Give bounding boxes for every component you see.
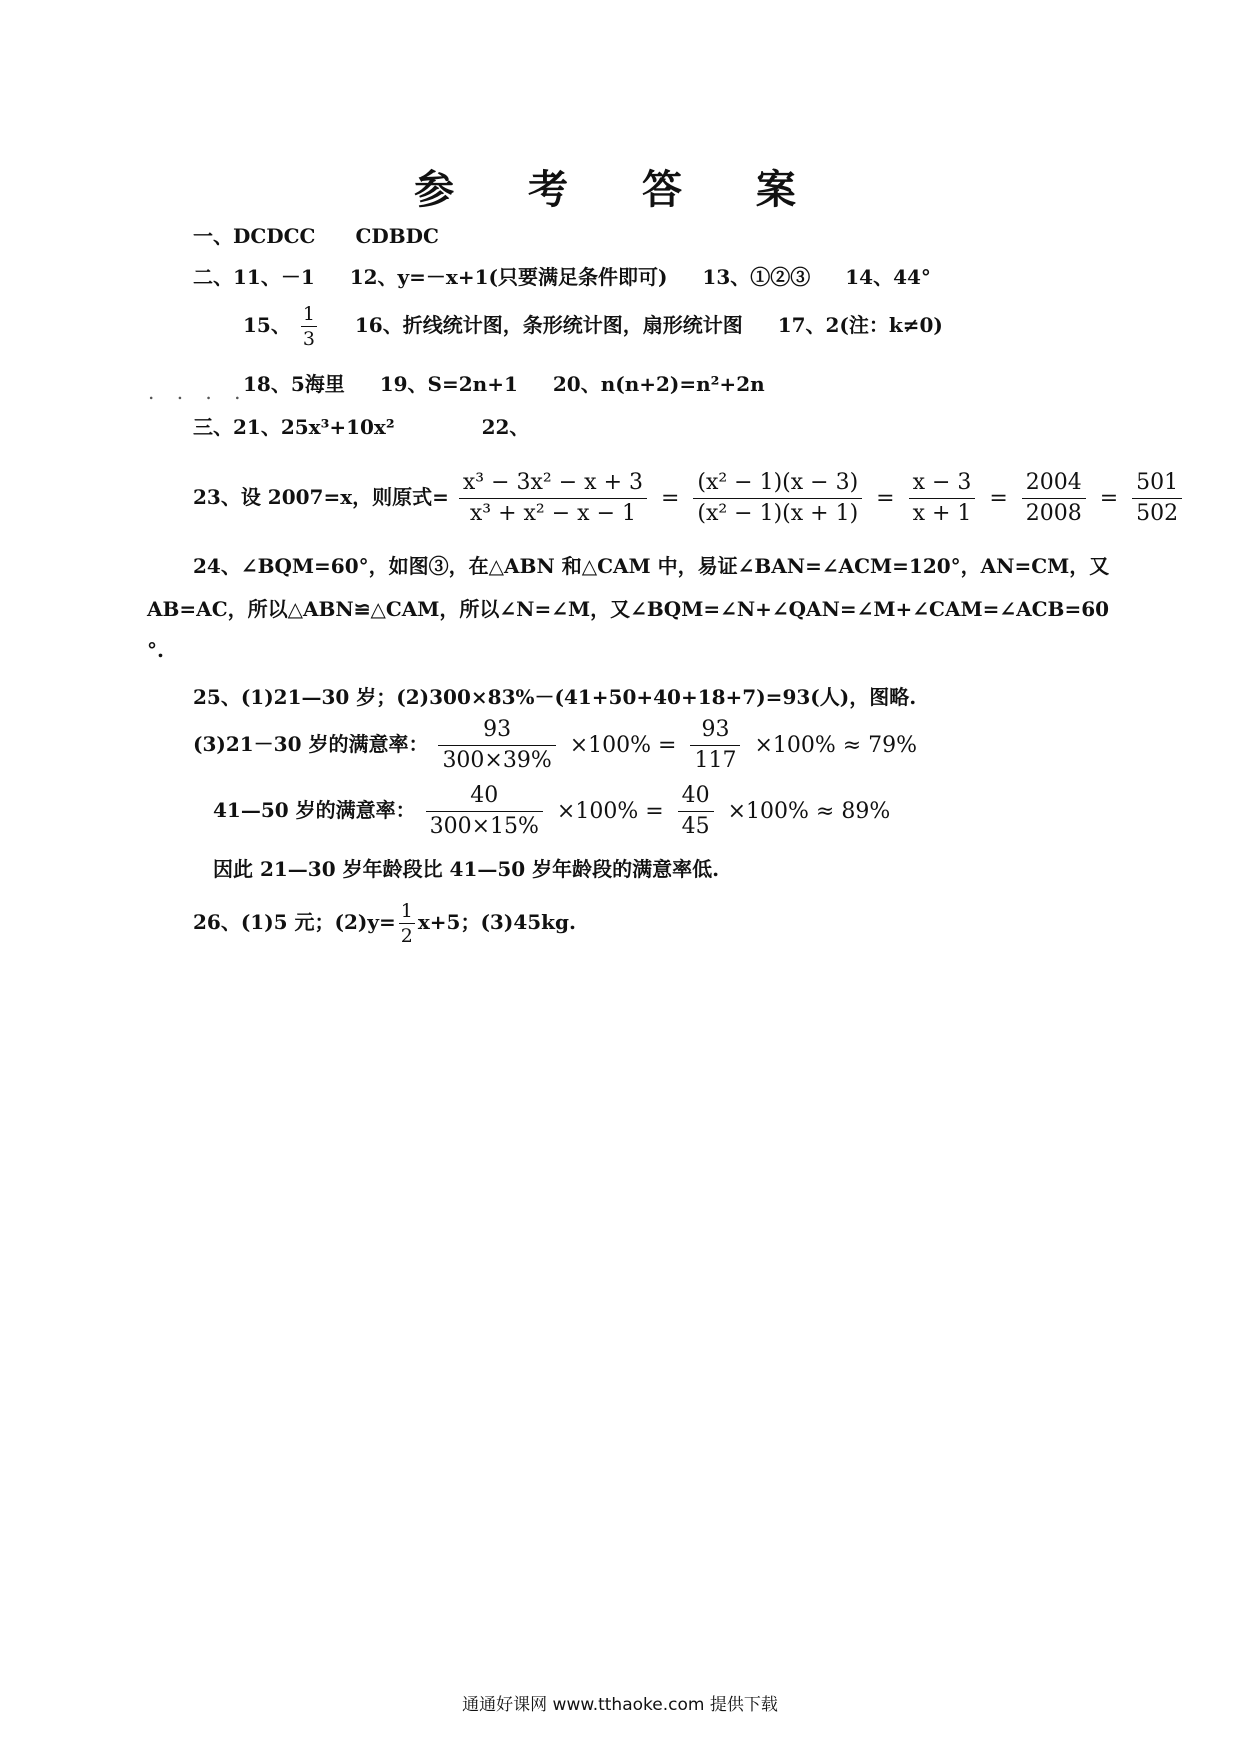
answer-24-line-1: 24、∠BQM=60°，如图③，在△ABN 和△CAM 中，易证∠BAN=∠ACM=120°，AN=CM，又: [193, 554, 1110, 578]
section-2-line-2: [243, 302, 943, 351]
answer-20: 20、n(n+2)=n²+2n: [552, 372, 765, 396]
section-1-answers: 一、DCDCC CDBDC: [193, 224, 439, 248]
answer-12: 12、y=－x+1(只要满足条件即可): [349, 265, 668, 289]
answer-15-label: 15、: [243, 313, 291, 337]
answer-19: 19、S=2n+1: [379, 372, 518, 396]
q23-fraction-4: $\frac{2004}{2008}$: [1022, 468, 1086, 529]
q25-fraction-2: $\frac{93}{117}$: [690, 715, 740, 776]
q23-fraction-2: $\frac{\text{(x² − 1)(x − 3)}}{\text{(x² − 1)(x + 1)}}$: [693, 468, 862, 529]
answer-16: 16、折线统计图，条形统计图，扇形统计图: [354, 313, 743, 337]
q26-fraction: $\frac{1}{2}$: [400, 900, 413, 947]
answer-11: 二、11、－1: [193, 265, 315, 289]
q23-fraction-5: $\frac{501}{502}$: [1132, 468, 1182, 529]
answer-13: 13、①②③: [702, 265, 811, 289]
page-title: 参 考 答 案: [414, 166, 826, 213]
section-3-line-1: [193, 413, 529, 441]
answer-21: 三、21、25x³+10x²: [193, 415, 395, 439]
answer-18: 18、5海里: [243, 372, 345, 396]
answer-24-line-3: °.: [147, 638, 164, 662]
answer-25-line-4: 因此 21—30 岁年龄段比 41—50 岁年龄段的满意率低.: [213, 857, 720, 881]
q25-fraction-4: $\frac{40}{45}$: [678, 781, 714, 842]
answer-23: 23、设 2007=x，则原式= $\frac{\text{x³ − 3x² − x + 3}}{\text{x³ + x² − x − 1}}$ = $\frac{\text{(x² − 1)(x − 3)}}{\text{(x² − 1)(x + 1)}}$ = $\frac{x - 3}{x + 1}$ = $\frac{2004}{2008}$ = $\frac{501}{502}$: [193, 462, 1185, 534]
answer-15-fraction: $\frac{1}{3}$: [302, 303, 315, 350]
q23-fraction-3: $\frac{x - 3}{x + 1}$: [909, 468, 976, 529]
answer-25-line-3: 41—50 岁的满意率： $\frac{40}{300\times 15\%}$ ×100% = $\frac{40}{45}$ ×100% ≈ 89%: [213, 778, 894, 844]
answer-22: 22、: [481, 415, 530, 439]
decorative-dots: . . . .: [148, 380, 249, 404]
q25-fraction-3: $\frac{40}{300\times 15\%}$: [426, 781, 543, 842]
answer-25-line-1: 25、(1)21—30 岁；(2)300×83%－(41+50+40+18+7)=93(人)，图略.: [193, 685, 917, 709]
footer-credit: 通通好课网 www.tthaoke.com 提供下载: [462, 1695, 778, 1715]
section-2-line-1: [193, 263, 931, 291]
answer-17: 17、2(注：k≠0): [777, 313, 943, 337]
section-2-line-3: [243, 370, 765, 398]
answer-14: 14、44°: [845, 265, 931, 289]
q23-fraction-1: $\frac{\text{x³ − 3x² − x + 3}}{\text{x³ + x² − x − 1}}$: [459, 468, 647, 529]
q25-fraction-1: $\frac{93}{300\times 39\%}$: [438, 715, 555, 776]
answer-25-line-2: (3)21－30 岁的满意率： $\frac{93}{300\times 39\%}$ ×100% = $\frac{93}{117}$ ×100% ≈ 79%: [193, 712, 921, 778]
answer-24-line-2: AB=AC，所以△ABN≌△CAM，所以∠N=∠M，又∠BQM=∠N+∠QAN=∠M+∠CAM=∠ACB=60: [147, 597, 1110, 621]
answer-26: 26、(1)5 元；(2)y= $\frac{1}{2}$ x+5；(3)45kg.: [193, 900, 576, 947]
